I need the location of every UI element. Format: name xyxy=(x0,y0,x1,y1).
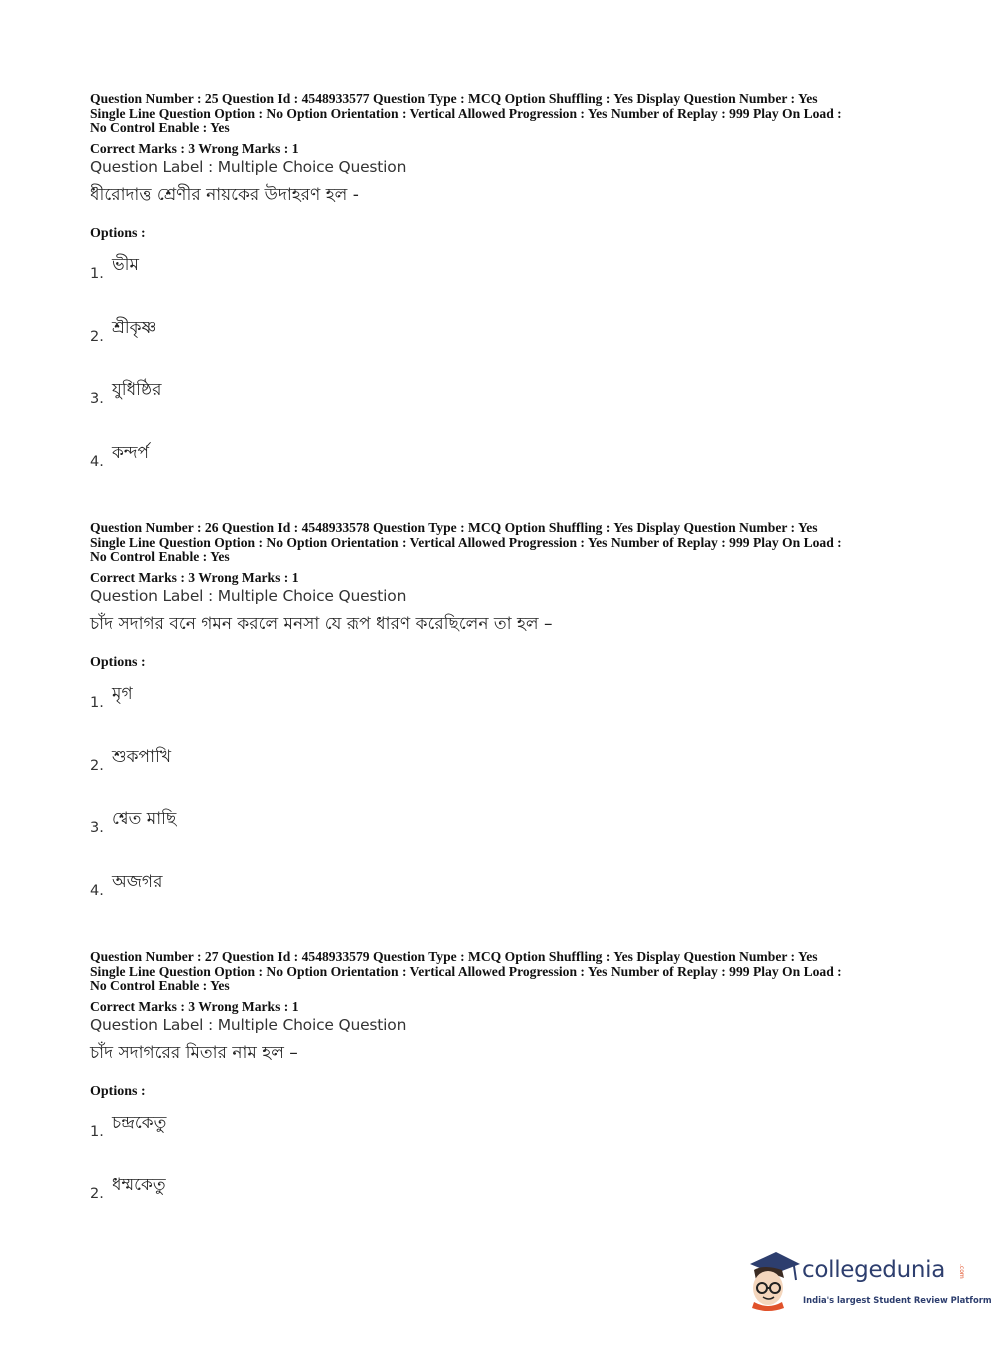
question-marks: Correct Marks : 3 Wrong Marks : 1 xyxy=(90,569,299,585)
question-label: Question Label : Multiple Choice Question xyxy=(90,1015,407,1034)
question-meta-line: Single Line Question Option : No Option Orientation : Vertical Allowed Progression : Yes Number of Replay : 999 Play On Load : xyxy=(90,534,842,550)
option-item xyxy=(90,869,390,905)
option-number: 3. xyxy=(90,820,104,836)
logo-tagline: India's largest Student Review Platform xyxy=(803,1295,992,1305)
options-heading: Options : xyxy=(90,226,146,241)
logo-suffix: .com xyxy=(958,1264,965,1279)
option-text: শ্বেত মাছি xyxy=(112,809,177,829)
option-number: 1. xyxy=(90,695,104,711)
option-item xyxy=(90,1172,390,1208)
question-meta-line: No Control Enable : Yes xyxy=(90,120,230,136)
option-number: 4. xyxy=(90,883,104,899)
option-text: কন্দর্প xyxy=(112,443,150,463)
collegedunia-logo[interactable] xyxy=(742,1250,992,1312)
question-text: ধীরোদাত্ত শ্রেণীর নায়কের উদাহরণ হল - xyxy=(90,184,359,205)
option-text: শুকপাখি xyxy=(112,747,172,767)
option-item xyxy=(90,252,390,288)
question-marks: Correct Marks : 3 Wrong Marks : 1 xyxy=(90,998,299,1014)
question-marks: Correct Marks : 3 Wrong Marks : 1 xyxy=(90,140,299,156)
option-item xyxy=(90,681,390,717)
question-block-25 xyxy=(90,92,920,482)
option-text: মৃগ xyxy=(112,684,133,704)
question-meta-line: No Control Enable : Yes xyxy=(90,549,230,565)
options-heading: Options : xyxy=(90,1084,146,1099)
question-meta-line: Question Number : 26 Question Id : 4548933578 Question Type : MCQ Option Shuffling : Yes Display Question Number : Yes xyxy=(90,520,818,535)
student-mascot-icon xyxy=(742,1250,802,1312)
option-item xyxy=(90,315,390,351)
option-item xyxy=(90,377,390,413)
question-block-26 xyxy=(90,521,920,911)
option-item xyxy=(90,744,390,780)
question-text: চাঁদ সদাগরের মিতার নাম হল – xyxy=(90,1042,298,1063)
logo-wordmark: collegedunia xyxy=(802,1257,946,1283)
option-number: 3. xyxy=(90,391,104,407)
question-label: Question Label : Multiple Choice Question xyxy=(90,586,407,605)
options-heading: Options : xyxy=(90,655,146,670)
option-number: 1. xyxy=(90,266,104,282)
option-number: 1. xyxy=(90,1124,104,1140)
question-meta-line: Single Line Question Option : No Option Orientation : Vertical Allowed Progression : Yes Number of Replay : 999 Play On Load : xyxy=(90,105,842,121)
question-block-27 xyxy=(90,950,920,1210)
question-meta-line: No Control Enable : Yes xyxy=(90,978,230,994)
option-number: 2. xyxy=(90,329,104,345)
option-text: ভীম xyxy=(112,255,139,275)
option-number: 2. xyxy=(90,758,104,774)
option-text: শ্রীকৃষ্ণ xyxy=(112,318,157,338)
question-meta-line: Question Number : 27 Question Id : 4548933579 Question Type : MCQ Option Shuffling : Yes Display Question Number : Yes xyxy=(90,949,818,964)
question-text: চাঁদ সদাগর বনে গমন করলে মনসা যে রূপ ধারণ করেছিলেন তা হল – xyxy=(90,613,553,634)
question-label: Question Label : Multiple Choice Question xyxy=(90,157,407,176)
option-number: 2. xyxy=(90,1186,104,1202)
option-text: চন্দ্রকেতু xyxy=(112,1113,167,1133)
option-text: অজগর xyxy=(112,872,163,892)
option-item xyxy=(90,806,390,842)
option-text: যুধিষ্ঠির xyxy=(112,380,162,400)
question-meta-line: Question Number : 25 Question Id : 4548933577 Question Type : MCQ Option Shuffling : Yes Display Question Number : Yes xyxy=(90,91,818,106)
option-number: 4. xyxy=(90,454,104,470)
question-meta-line: Single Line Question Option : No Option Orientation : Vertical Allowed Progression : Yes Number of Replay : 999 Play On Load : xyxy=(90,963,842,979)
option-item xyxy=(90,1110,390,1146)
option-item xyxy=(90,440,390,476)
option-text: ধম্মকেতু xyxy=(112,1175,166,1195)
